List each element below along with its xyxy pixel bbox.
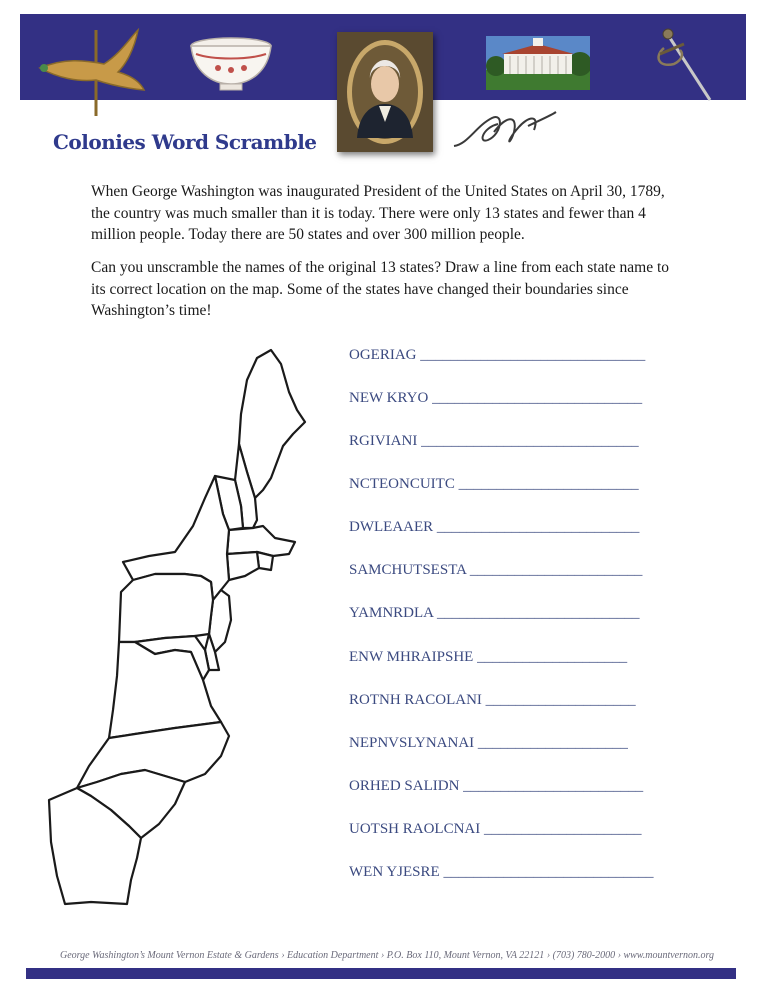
scrambled-word: SAMCHUTSESTA [349, 562, 467, 578]
scramble-item [349, 821, 642, 838]
scrambled-word: OGERIAG [349, 347, 417, 363]
intro-paragraph: When George Washington was inaugurated President of the United States on April 30, 1789, the country was much smaller than it is today. There were only 13 states and fewer than 4 million people. Today there are 50 states and over 300 million people. [91, 183, 665, 243]
map-region-connecticut [227, 552, 259, 580]
scramble-item [349, 562, 642, 579]
scrambled-word: WEN YJESRE [349, 864, 440, 880]
answer-blank[interactable]: ________________________ [463, 778, 644, 794]
map-region-pennsylvania [119, 574, 213, 642]
answer-blank[interactable]: ____________________________ [443, 864, 654, 880]
scrambled-word: NEPNVSLYNANAI [349, 735, 475, 751]
answer-blank[interactable]: ___________________________ [436, 605, 640, 621]
scrambled-word: NEW KRYO [349, 390, 429, 406]
scramble-item [349, 605, 639, 622]
signature-image [448, 106, 558, 154]
scramble-item [349, 692, 636, 709]
scrambled-word: DWLEAAER [349, 519, 434, 535]
scramble-item [349, 519, 639, 536]
scramble-item [349, 735, 628, 752]
porcelain-bowl-image [188, 36, 274, 94]
colonies-map [25, 330, 335, 920]
answer-blank[interactable]: ____________________ [477, 649, 628, 665]
answer-blank[interactable]: ______________________________ [420, 347, 646, 363]
sword-image [650, 24, 720, 104]
scramble-item [349, 347, 645, 364]
scramble-item [349, 433, 639, 450]
mansion-image [486, 36, 590, 90]
map-region-massachusetts [227, 526, 295, 556]
scramble-item [349, 390, 642, 407]
answer-blank[interactable]: _____________________ [484, 821, 642, 837]
scrambled-word: YAMNRDLA [349, 605, 434, 621]
answer-blank[interactable]: ___________________________ [436, 519, 640, 535]
answer-blank[interactable]: ____________________________ [432, 390, 643, 406]
scrambled-word: NCTEONCUITC [349, 476, 455, 492]
footer-address: George Washington’s Mount Vernon Estate & Gardens › Education Department › P.O. Box 110, Mount Vernon, VA 22121 › (703) 780-2000 › www.mountvernon.org [60, 950, 715, 961]
dove-weathervane-image [34, 24, 146, 120]
answer-blank[interactable]: ____________________ [477, 735, 628, 751]
scramble-item [349, 649, 627, 666]
footer-bar [26, 968, 736, 979]
scrambled-word: ENW MHRAIPSHE [349, 649, 474, 665]
scrambled-word: ORHED SALIDN [349, 778, 460, 794]
scrambled-word: UOTSH RAOLCNAI [349, 821, 481, 837]
scramble-item [349, 778, 643, 795]
page-title: Colonies Word Scramble [53, 130, 317, 154]
scramble-item [349, 864, 653, 881]
answer-blank[interactable]: ____________________ [485, 692, 636, 708]
answer-blank[interactable]: _______________________ [469, 562, 643, 578]
washington-portrait-image [337, 32, 433, 152]
answer-blank[interactable]: _____________________________ [421, 433, 639, 449]
scrambled-word: ROTNH RACOLANI [349, 692, 482, 708]
instructions-paragraph: Can you unscramble the names of the original 13 states? Draw a line from each state name to its correct location on the map. Some of the states have changed their boundaries since Washington’s time! [91, 259, 670, 319]
scramble-item [349, 476, 639, 493]
answer-blank[interactable]: ________________________ [458, 476, 639, 492]
scrambled-word: RGIVIANI [349, 433, 418, 449]
